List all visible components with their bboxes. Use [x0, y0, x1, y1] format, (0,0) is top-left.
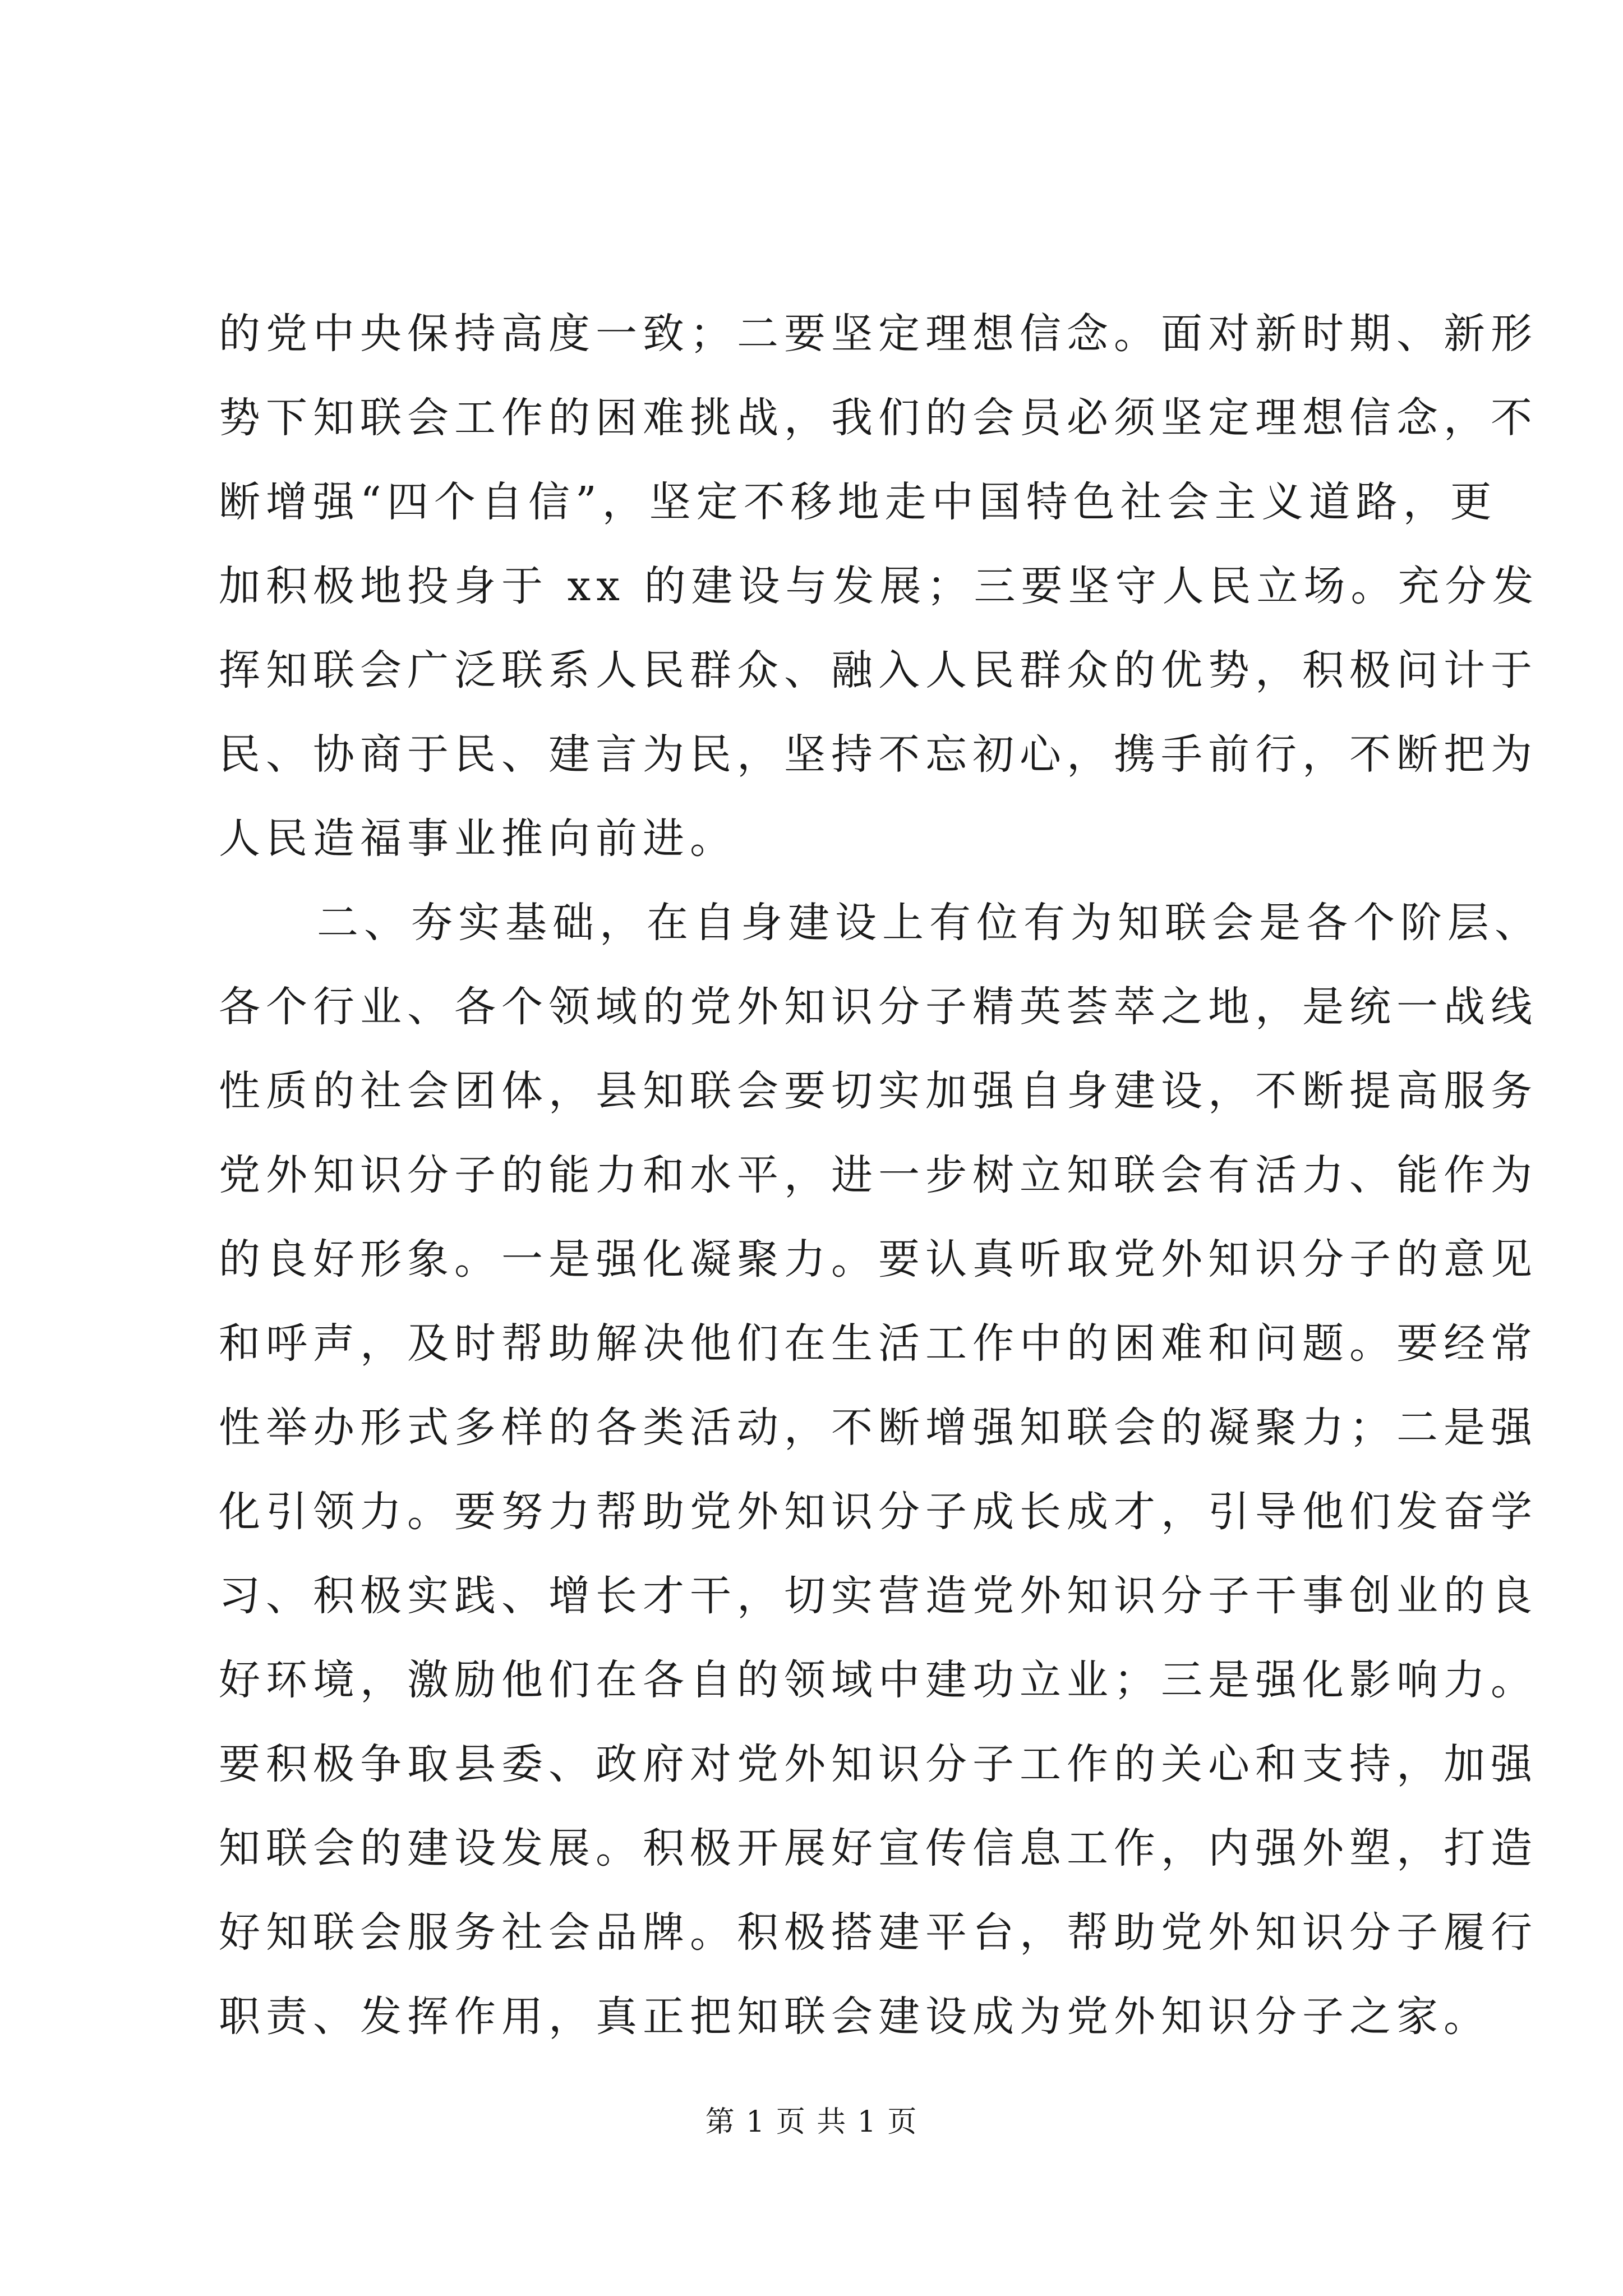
page-footer: 第 1 页 共 1 页 [705, 2105, 918, 2139]
document-body [219, 292, 1542, 2059]
section-heading-line: 二、夯实基础，在自身建设上有位有为知联会是各个阶层、 [317, 899, 1542, 947]
text-line: 和呼声，及时帮助解决他们在生活工作中的困难和问题。要经常 [219, 1319, 1538, 1368]
text-line: 人民造福事业推向前进。 [219, 815, 737, 863]
text-line: 好知联会服务社会品牌。积极搭建平台，帮助党外知识分子履行 [219, 1908, 1538, 1957]
text-line: 性举办形式多样的各类活动，不断增强知联会的凝聚力；二是强 [219, 1404, 1538, 1452]
text-line: 党外知识分子的能力和水平，进一步树立知联会有活力、能作为 [219, 1151, 1538, 1199]
text-line: 的党中央保持高度一致；二要坚定理想信念。面对新时期、新形 [219, 310, 1538, 358]
text-line: 的良好形象。一是强化凝聚力。要认真听取党外知识分子的意见 [219, 1235, 1538, 1283]
text-line: 好环境，激励他们在各自的领域中建功立业；三是强化影响力。 [219, 1656, 1538, 1704]
text-line: 习、积极实践、增长才干，切实营造党外知识分子干事创业的良 [219, 1572, 1538, 1620]
text-line: 化引领力。要努力帮助党外知识分子成长成才，引导他们发奋学 [219, 1488, 1538, 1536]
text-line: 要积极争取县委、政府对党外知识分子工作的关心和支持，加强 [219, 1740, 1538, 1788]
text-line: 断增强“四个自信”，坚定不移地走中国特色社会主义道路，更 [219, 478, 1497, 526]
text-line: 挥知联会广泛联系人民群众、融入人民群众的优势，积极问计于 [219, 646, 1538, 694]
text-line: 性质的社会团体，县知联会要切实加强自身建设，不断提高服务 [219, 1067, 1538, 1115]
text-line: 民、协商于民、建言为民，坚持不忘初心，携手前行，不断把为 [219, 730, 1538, 779]
text-line: 知联会的建设发展。积极开展好宣传信息工作，内强外塑，打造 [219, 1824, 1538, 1872]
text-line: 势下知联会工作的困难挑战，我们的会员必须坚定理想信念，不 [219, 394, 1538, 442]
text-line: 各个行业、各个领域的党外知识分子精英荟萃之地，是统一战线 [219, 983, 1538, 1031]
text-line: 职责、发挥作用，真正把知联会建设成为党外知识分子之家。 [219, 1993, 1491, 2041]
text-line: 加积极地投身于 xx 的建设与发展；三要坚守人民立场。充分发 [219, 562, 1539, 610]
